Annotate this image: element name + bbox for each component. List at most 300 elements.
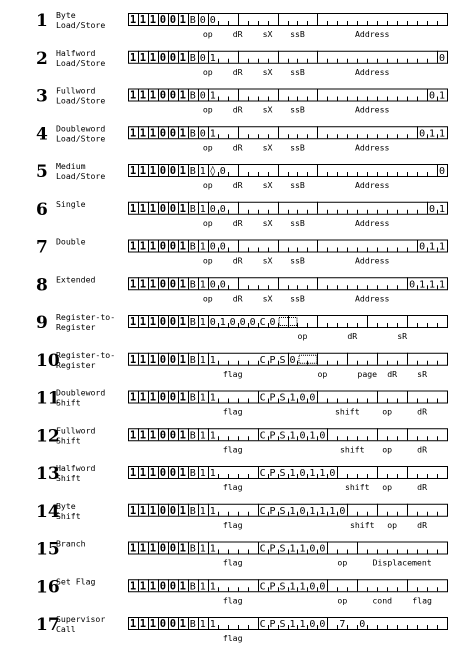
bit-value: 1 — [129, 542, 137, 555]
bit-value: 1 — [149, 353, 157, 366]
bit-value: 0 — [219, 166, 226, 177]
field-label: op — [202, 104, 213, 115]
bit-value: 1 — [199, 354, 206, 366]
field-label: op — [387, 519, 398, 530]
bit-value: 0 — [299, 505, 306, 517]
bit-value: 1 — [139, 202, 147, 215]
field-label: ssB — [290, 293, 305, 304]
bit-value: 1 — [139, 89, 147, 102]
bit-value: 1 — [129, 467, 137, 479]
format-row-12 — [36, 425, 448, 454]
bit-value: 1 — [209, 430, 216, 442]
bit-value: 0 — [299, 392, 306, 404]
bit-value: 0 — [169, 580, 177, 593]
bit-value: 0 — [169, 542, 177, 555]
format-number: 8 — [36, 275, 48, 296]
bit-value: 1 — [139, 504, 147, 517]
format-label-line: Register — [56, 359, 96, 370]
format-label-line: Call — [56, 624, 76, 634]
bit-value: 1 — [139, 127, 147, 140]
bit-value: 0 — [209, 15, 216, 26]
field-label: sX — [262, 255, 273, 266]
field-label: Address — [354, 180, 390, 190]
bit-value: 0 — [159, 316, 167, 328]
format-number: 4 — [36, 124, 48, 145]
bit-value: P — [269, 392, 276, 404]
bit-value: 1 — [289, 430, 296, 442]
bit-value: 0 — [159, 542, 167, 555]
bit-value: 1 — [149, 127, 157, 140]
field-label: op — [202, 180, 213, 190]
bit-value: 0 — [289, 354, 296, 366]
bit-value: 0 — [199, 90, 206, 102]
bit-value: 1 — [129, 429, 137, 442]
bit-value: 1 — [129, 580, 137, 593]
field-label: sR — [397, 331, 408, 341]
field-label: page — [357, 368, 378, 379]
bit-value: 0 — [209, 279, 216, 291]
bit-value: 0 — [229, 317, 236, 328]
tail-bit-value: 0 — [419, 128, 426, 140]
bit-value: 0 — [299, 468, 306, 479]
bit-value: S — [279, 581, 286, 593]
format-number: 11 — [36, 388, 60, 409]
bit-value: 1 — [199, 279, 206, 291]
bit-value: B — [189, 430, 196, 442]
bit-value: 1 — [139, 278, 147, 291]
field-label: dR — [417, 482, 428, 492]
bit-value: 1 — [309, 430, 316, 442]
tail-bit-value: 1 — [439, 241, 446, 253]
format-row-6 — [36, 199, 448, 228]
bit-value: 0 — [169, 89, 177, 102]
format-label-line: Fullword — [56, 425, 96, 436]
bit-value: 1 — [299, 619, 306, 630]
format-label-line: Load/Store — [56, 57, 106, 68]
bit-value: 1 — [289, 543, 296, 555]
field-label: shift — [339, 444, 365, 455]
bit-value: 1 — [199, 581, 206, 593]
bit-value: ◊ — [209, 166, 216, 177]
bit-value: 0 — [329, 468, 336, 479]
field-label: flag — [412, 595, 432, 606]
field-label: sX — [262, 104, 273, 115]
field-label: Address — [354, 142, 390, 153]
bit-value: B — [189, 505, 196, 517]
bit-value: 1 — [289, 581, 296, 593]
field-label: Address — [354, 66, 390, 77]
bit-value: 0 — [239, 317, 246, 328]
bit-value: 0 — [159, 429, 167, 442]
bit-value: 1 — [129, 127, 137, 140]
format-number: 5 — [36, 162, 48, 182]
bit-value: 0 — [309, 619, 316, 630]
field-label: shift — [349, 519, 375, 530]
bit-value: 1 — [219, 317, 226, 328]
field-label: dR — [417, 444, 428, 455]
bit-value: 1 — [179, 89, 186, 102]
field-label: flag — [222, 595, 243, 606]
bit-value: B — [189, 241, 196, 253]
bit-value: 1 — [199, 430, 206, 442]
format-row-15 — [36, 539, 448, 568]
field-label: dR — [232, 293, 243, 304]
bit-value: 1 — [149, 89, 157, 102]
format-label-line: Shift — [56, 510, 81, 521]
bit-value: 0 — [159, 165, 167, 177]
bit-value: 0 — [159, 618, 167, 630]
tail-bit-value: 1 — [439, 128, 446, 140]
format-row-3 — [36, 86, 448, 115]
bit-value: 0 — [159, 89, 167, 102]
bit-value: 0 — [169, 202, 177, 215]
field-label: Address — [354, 293, 390, 304]
format-label-line: Register — [56, 322, 96, 332]
bit-value: C — [259, 505, 266, 517]
bit-value: 1 — [209, 543, 216, 555]
format-label-line: Fullword — [56, 85, 96, 96]
bit-value: C — [259, 317, 266, 328]
bit-value: 1 — [199, 317, 206, 328]
bit-value: 1 — [299, 543, 306, 555]
field-label: ssB — [290, 66, 305, 77]
bit-value: 1 — [179, 278, 186, 291]
bit-value: 1 — [289, 619, 296, 630]
bit-value: B — [189, 543, 196, 555]
tail-bit-value: 0 — [439, 52, 446, 64]
bit-value: 1 — [179, 391, 186, 404]
tail-bit-value: 0 — [429, 203, 436, 215]
bit-value: 0 — [359, 619, 366, 630]
bit-value: 1 — [149, 391, 157, 404]
field-label: ssB — [290, 104, 305, 115]
format-label-line: Load/Store — [56, 20, 106, 30]
field-label: ssB — [290, 217, 305, 228]
format-row-14 — [36, 501, 448, 530]
bit-value: 0 — [159, 14, 167, 26]
bit-value: 1 — [179, 240, 186, 253]
bit-value: 1 — [149, 580, 157, 593]
bit-value: 1 — [179, 618, 186, 630]
bit-value: 1 — [179, 542, 186, 555]
format-number: 3 — [36, 86, 48, 107]
format-label-line: Double — [56, 236, 86, 247]
bit-value: 1 — [129, 51, 137, 64]
bit-value: C — [259, 392, 266, 404]
bit-value: 0 — [199, 52, 206, 64]
tail-bit-value: 1 — [439, 90, 446, 102]
format-label-line: Load/Store — [56, 171, 106, 181]
bit-value: 1 — [149, 165, 157, 177]
field-label: cond — [372, 595, 393, 606]
field-label: op — [382, 406, 393, 417]
bit-value: 1 — [139, 580, 147, 593]
bit-value: 1 — [199, 543, 206, 555]
field-label: sX — [262, 293, 273, 304]
bit-value: 0 — [169, 618, 177, 630]
bit-value: 1 — [149, 467, 157, 479]
field-label: op — [202, 255, 213, 266]
bit-value: 1 — [289, 505, 296, 517]
format-number: 2 — [36, 48, 48, 69]
bit-value: 1 — [209, 354, 216, 366]
bit-value: P — [269, 430, 276, 442]
field-label: dR — [417, 519, 428, 530]
format-label-line: Halfword — [56, 47, 96, 58]
bit-value: 1 — [139, 240, 147, 253]
bit-value: 1 — [129, 202, 137, 215]
bit-value: 1 — [309, 505, 316, 517]
format-label-line: Doubleword — [56, 123, 106, 134]
format-number: 7 — [36, 237, 48, 258]
bit-value: 1 — [139, 429, 147, 442]
bit-value: 0 — [169, 467, 177, 479]
format-number: 12 — [36, 426, 60, 447]
field-label: dR — [232, 66, 243, 77]
bit-value: 0 — [319, 430, 326, 442]
bit-value: 0 — [209, 241, 216, 253]
bit-value: 1 — [199, 241, 206, 253]
bit-value: 0 — [319, 543, 326, 555]
field-label: Address — [354, 217, 390, 228]
bit-value: 1 — [179, 353, 186, 366]
bit-value: 0 — [159, 278, 167, 291]
bit-value: 1 — [199, 468, 206, 479]
format-row-8 — [36, 274, 448, 303]
bit-value: 1 — [309, 468, 316, 479]
format-number: 9 — [36, 313, 48, 333]
tail-bit-value: 1 — [439, 203, 446, 215]
bit-value: 0 — [169, 429, 177, 442]
field-label: op — [202, 66, 213, 77]
bit-value: 0 — [169, 51, 177, 64]
bit-value: 0 — [169, 165, 177, 177]
format-row-5 — [36, 161, 448, 190]
bit-value: B — [189, 15, 196, 26]
bit-value: P — [269, 354, 276, 366]
field-label: sX — [262, 142, 273, 153]
bit-value: 0 — [159, 391, 167, 404]
format-label-line: Shift — [56, 473, 81, 483]
format-label-line: Halfword — [56, 463, 96, 473]
bit-value: 0 — [309, 392, 316, 404]
field-label: dR — [232, 104, 243, 115]
bit-value: 1 — [209, 52, 216, 64]
bit-value: 1 — [329, 505, 336, 517]
format-number: 6 — [36, 199, 48, 220]
bit-value: 1 — [209, 128, 216, 140]
field-label: ssB — [290, 29, 305, 39]
bit-value: 1 — [179, 467, 186, 479]
field-label: flag — [222, 633, 243, 643]
format-label-line: Load/Store — [56, 133, 106, 144]
format-label-line: Branch — [56, 538, 86, 549]
bit-value: 0 — [159, 240, 167, 253]
format-label-line: Byte — [56, 500, 76, 511]
bit-value: 1 — [139, 467, 147, 479]
field-label: sX — [262, 180, 273, 190]
bit-value: 1 — [179, 580, 186, 593]
bit-value: 1 — [149, 202, 157, 215]
field-label: flag — [222, 368, 243, 379]
tail-bit-value: 1 — [439, 279, 446, 291]
bit-value: B — [189, 52, 196, 64]
bit-value: 1 — [179, 504, 186, 517]
bit-value: 1 — [129, 165, 137, 177]
format-number: 14 — [36, 501, 60, 522]
field-label: shift — [344, 482, 370, 492]
bit-value: 0 — [339, 505, 346, 517]
bit-value: P — [269, 505, 276, 517]
bit-value: 1 — [139, 353, 147, 366]
bit-value: 1 — [179, 127, 186, 140]
bit-value: C — [259, 619, 266, 630]
bit-value: 1 — [129, 240, 137, 253]
bit-value: 0 — [169, 316, 177, 328]
bit-value: 0 — [209, 203, 216, 215]
bit-value: 0 — [209, 317, 216, 328]
field-label: op — [202, 293, 213, 304]
bit-value: 1 — [319, 505, 326, 517]
bit-value: 0 — [159, 504, 167, 517]
bit-value: 0 — [169, 278, 177, 291]
field-label: sR — [417, 368, 428, 379]
bit-value: 0 — [169, 240, 177, 253]
field-label: dR — [232, 180, 243, 190]
bit-value: 1 — [179, 165, 186, 177]
bit-value: C — [259, 354, 266, 366]
bit-value: 0 — [249, 317, 256, 328]
tail-bit-value: 1 — [429, 279, 436, 291]
bit-value: B — [189, 581, 196, 593]
bit-value: 1 — [199, 166, 206, 177]
bit-value: 0 — [159, 467, 167, 479]
format-row-11 — [36, 388, 448, 417]
format-row-1 — [36, 10, 448, 39]
bit-value: 7 — [339, 619, 346, 630]
bit-value: 1 — [149, 14, 157, 26]
bit-value: 0 — [169, 127, 177, 140]
format-row-9 — [36, 312, 448, 341]
format-label-line: Single — [56, 198, 86, 209]
field-label: op — [337, 557, 348, 568]
tail-bit-value: 0 — [409, 279, 416, 291]
bit-value: B — [189, 392, 196, 404]
format-label-line: Set Flag — [56, 576, 96, 587]
bit-value: 0 — [159, 580, 167, 593]
bit-value: 1 — [179, 14, 186, 26]
field-label: Address — [354, 255, 390, 266]
field-label: op — [382, 482, 393, 492]
bit-value: B — [189, 166, 196, 177]
format-row-2 — [36, 48, 448, 77]
field-label: dR — [232, 217, 243, 228]
bit-value: 1 — [179, 429, 186, 442]
bit-value: 1 — [129, 278, 137, 291]
field-label: dR — [387, 368, 398, 379]
bit-value: 1 — [129, 391, 137, 404]
bit-value: S — [279, 392, 286, 404]
field-label: flag — [222, 519, 243, 530]
field-label: op — [317, 368, 328, 379]
bit-value: 1 — [129, 353, 137, 366]
bit-value: 1 — [199, 203, 206, 215]
bit-value: 1 — [179, 316, 186, 328]
bit-value: S — [279, 543, 286, 555]
bit-value: 0 — [159, 127, 167, 140]
bit-value: 1 — [199, 505, 206, 517]
field-label: op — [202, 29, 213, 39]
field-label: shift — [334, 406, 360, 417]
bit-value: 1 — [199, 392, 206, 404]
bit-value: 0 — [319, 581, 326, 593]
bit-value: 1 — [179, 202, 186, 215]
bit-value: 1 — [129, 89, 137, 102]
bit-value: 1 — [209, 505, 216, 517]
bit-value: 0 — [299, 430, 306, 442]
bit-value: 1 — [139, 542, 147, 555]
bit-value: B — [189, 619, 196, 630]
field-label: op — [297, 331, 308, 341]
bit-value: 1 — [319, 468, 326, 479]
bit-value: 0 — [219, 241, 226, 253]
bit-value: C — [259, 430, 266, 442]
bit-value: 1 — [149, 278, 157, 291]
format-number: 13 — [36, 464, 60, 484]
bit-value: P — [269, 581, 276, 593]
bit-value: 0 — [219, 203, 226, 215]
tail-bit-value: 1 — [419, 279, 426, 291]
field-label: Displacement — [372, 557, 432, 568]
bit-value: 1 — [149, 429, 157, 442]
field-label: sX — [262, 29, 273, 39]
bit-value: 0 — [199, 15, 206, 26]
bit-value: 1 — [129, 14, 137, 26]
bit-value: 1 — [179, 51, 186, 64]
bit-value: B — [189, 279, 196, 291]
bit-value: 0 — [309, 543, 316, 555]
bit-value: B — [189, 354, 196, 366]
bit-value: 1 — [139, 51, 147, 64]
bit-value: P — [269, 468, 276, 479]
tail-bit-value: 0 — [429, 90, 436, 102]
bit-value: 0 — [199, 128, 206, 140]
bit-value: P — [269, 543, 276, 555]
bit-value: 1 — [149, 316, 157, 328]
bit-value: 1 — [129, 316, 137, 328]
bit-value: S — [279, 354, 286, 366]
bit-value: P — [269, 619, 276, 630]
field-label: Address — [354, 104, 390, 115]
bit-value: 0 — [169, 14, 177, 26]
bit-value: 1 — [139, 165, 147, 177]
bit-value: 1 — [149, 240, 157, 253]
bit-value: 0 — [159, 202, 167, 215]
bit-value: B — [189, 128, 196, 140]
format-label-line: Extended — [56, 274, 96, 285]
bit-value: 1 — [209, 90, 216, 102]
format-label-line: Register-to- — [56, 312, 116, 322]
bit-value: 1 — [149, 542, 157, 555]
bit-value: 1 — [209, 392, 216, 404]
format-row-4 — [36, 123, 448, 152]
bit-value: 0 — [159, 51, 167, 64]
field-label: dR — [232, 29, 243, 39]
bit-value: 0 — [219, 279, 226, 291]
field-label: op — [337, 595, 348, 606]
tail-bit-value: 0 — [419, 241, 426, 253]
bit-value: 1 — [289, 468, 296, 479]
